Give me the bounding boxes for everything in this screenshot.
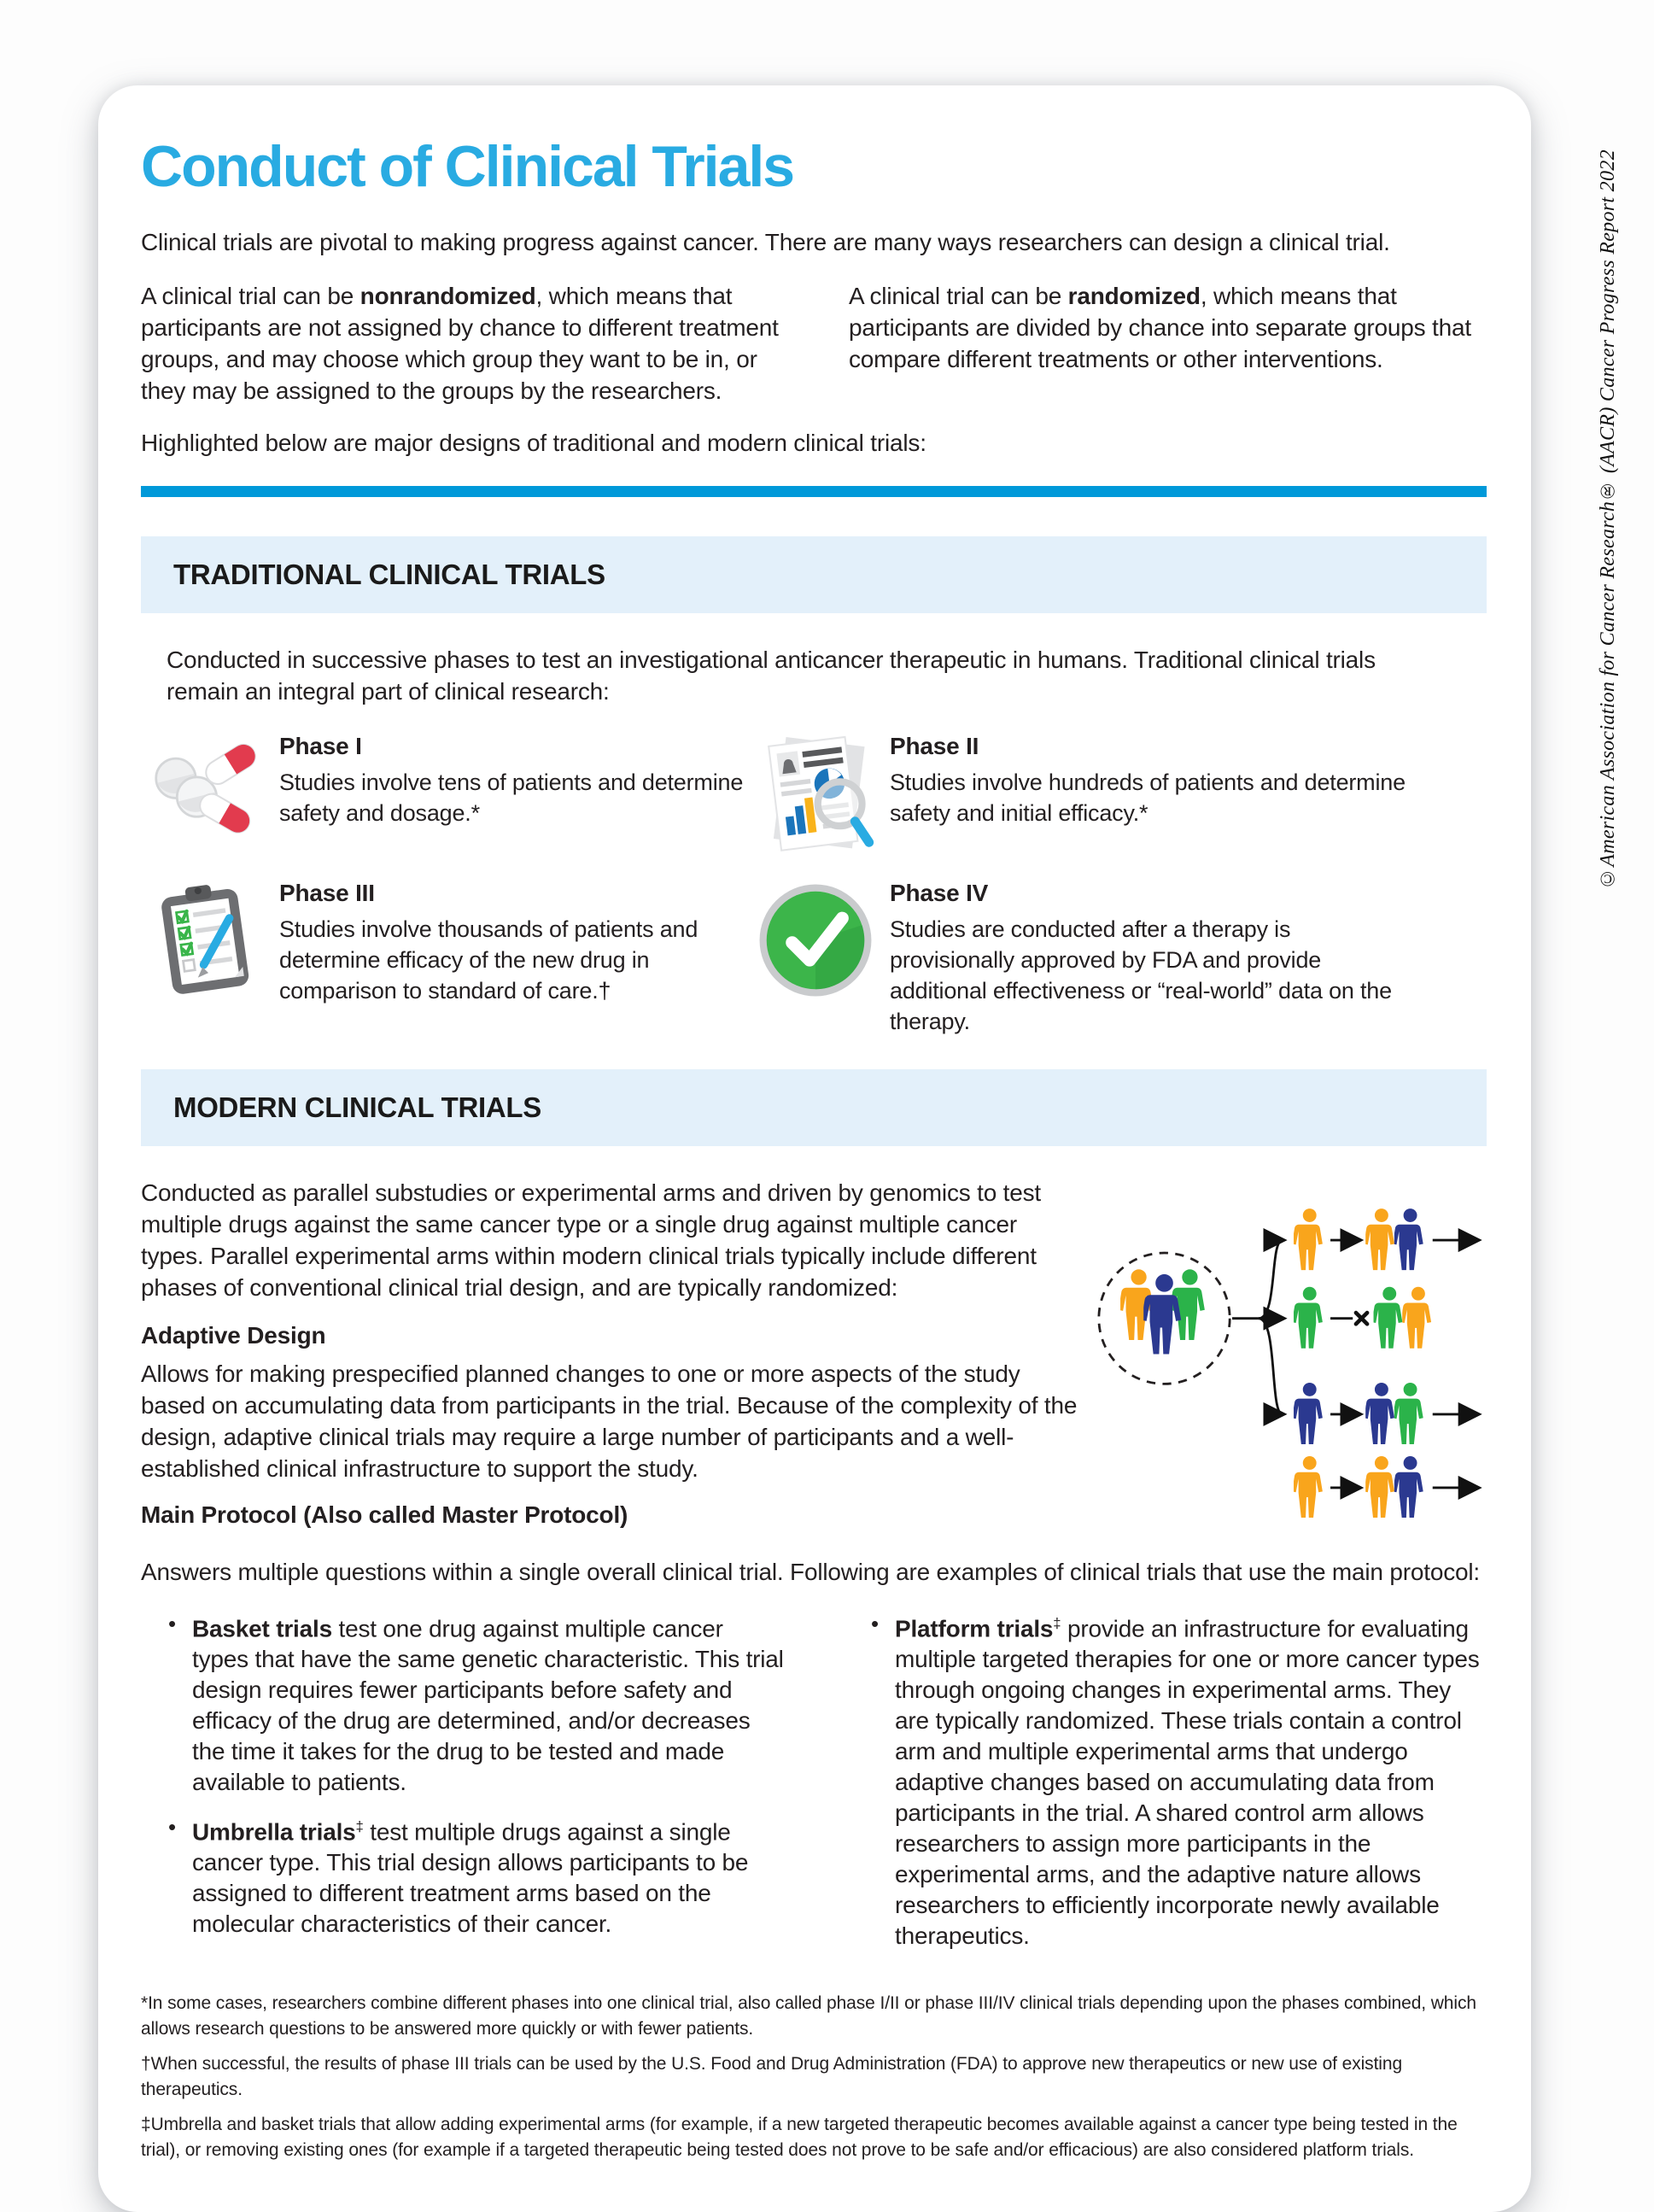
phase-3-name: Phase III	[279, 879, 375, 906]
green-check-icon	[751, 876, 880, 1004]
traditional-heading: TRADITIONAL CLINICAL TRIALS	[173, 558, 605, 590]
footnote-asterisk: *In some cases, researchers combine different phases into one clinical trial, also called phase I/II or phase III/IV clinical trials depending upon the phases combined, which allows research questions to be answered more quickly or with fewer patients.	[141, 1993, 1476, 2039]
phase-1-name: Phase I	[279, 732, 362, 759]
footnote-dagger: †When successful, the results of phase III trials can be used by the U.S. Food and Drug Administration (FDA) to approve new therapeutics or new use of existing therapeutics.	[141, 2054, 1403, 2100]
main-protocol-heading: Main Protocol (Also called Master Protocol)	[141, 1501, 628, 1528]
platform-trials-item: • Platform trials‡ provide an infrastructure for evaluating multiple targeted therapies for one or more cancer types through ongoing changes in experimental arms. They are typically randomized. These trials contain a control arm and multiple experimental arms that undergo adaptive changes based on accumulating data from participants in the trial. A shared control arm allows researchers to assign more participants in the experimental arms, and the adaptive nature allows researchers to efficiently incorporate newly available therapeutics.	[869, 1608, 1487, 1952]
clipboard-checklist-icon	[141, 876, 269, 1004]
intro-paragraph: Clinical trials are pivotal to making progress against cancer. There are many ways researchers can design a clinical trial.	[141, 228, 1390, 255]
phase-2-cell	[751, 729, 1487, 857]
phase-1-text: Studies involve tens of patients and determine safety and dosage.*	[279, 769, 744, 826]
page-card	[98, 85, 1531, 2212]
umbrella-trials-item: • Umbrella trials‡ test multiple drugs against a single cancer type. This trial design allows participants to be assigned to different treatment arms based on the molecular characteristics of their cancer.	[167, 1811, 784, 1940]
footnotes	[141, 1991, 1487, 2163]
modern-banner	[141, 1069, 1487, 1146]
phase-4-name: Phase IV	[890, 879, 989, 906]
diagram-container	[1084, 1177, 1516, 1551]
traditional-banner	[141, 536, 1487, 613]
randomization-flow-diagram	[1084, 1177, 1516, 1551]
phase-1-cell	[141, 729, 751, 857]
page-title: Conduct of Clinical Trials	[141, 134, 794, 199]
randomized-paragraph: A clinical trial can be randomized, which means that participants are divided by chance into separate groups that compare different treatments or other interventions.	[849, 282, 1471, 372]
randomization-columns	[141, 280, 1487, 407]
modern-trials-section	[141, 1069, 1487, 1965]
stopped-arm-x-icon	[1356, 1313, 1367, 1324]
trial-type-bullets	[141, 1608, 1487, 1965]
adaptive-design-text: Allows for making prespecified planned changes to one or more aspects of the study based on accumulating data from participants in the trial. Because of the complexity of the design, adaptive clinical trials may require a large number of participants and a well-established clinical infrastructure to support the study.	[141, 1360, 1078, 1482]
nonrandomized-paragraph: A clinical trial can be nonrandomized, which means that participants are not assigned by chance to different treatment groups, and may choose which group they want to be in, or they may be assigned to the groups by the researchers.	[141, 282, 779, 404]
trial-arm-row-3	[1292, 1383, 1477, 1444]
highlight-line: Highlighted below are major designs of traditional and modern clinical trials:	[141, 429, 926, 456]
trial-arm-row-4	[1292, 1456, 1477, 1518]
phase-4-cell	[751, 876, 1487, 1037]
report-magnifier-icon	[751, 729, 880, 857]
main-protocol-text: Answers multiple questions within a single overall clinical trial. Following are examples of clinical trials that use the main protocol:	[141, 1558, 1480, 1585]
phase-2-text: Studies involve hundreds of patients and determine safety and initial efficacy.*	[890, 769, 1406, 826]
section-divider	[141, 486, 1487, 497]
trial-arm-row-1	[1292, 1208, 1477, 1270]
bullet-column-left	[167, 1608, 784, 1965]
modern-intro: Conducted as parallel substudies or experimental arms and driven by genomics to test multiple drugs against the same cancer type or a single drug against multiple cancer types. Parallel experimental arms within modern clinical trials typically include different phases of conventional clinical trial design, and are typically randomized:	[141, 1179, 1041, 1301]
footnote-double-dagger: ‡Umbrella and basket trials that allow adding experimental arms (for example, if a new targeted therapeutic becomes available against a cancer type being tested in the trial), or removing existing ones (for example if a targeted therapeutic being tested does not prove to be safe and/or efficacious) are also considered platform trials.	[141, 2115, 1458, 2161]
branch-connectors	[1232, 1240, 1283, 1414]
phase-3-cell	[141, 876, 751, 1037]
phase-4-text: Studies are conducted after a therapy is provisionally approved by FDA and provide additional effectiveness or “real-world” data on the therapy.	[890, 916, 1392, 1034]
modern-heading: MODERN CLINICAL TRIALS	[173, 1091, 541, 1123]
phase-grid	[141, 729, 1487, 1037]
trial-arm-row-2	[1292, 1286, 1431, 1348]
basket-trials-item: • Basket trials test one drug against multiple cancer types that have the same genetic characteristic. This trial design requires fewer participants before safety and efficacy of the drug are determined, and/or decreases the time it takes for the drug to be tested and made available to patients.	[167, 1608, 784, 1798]
modern-text-column	[141, 1177, 1084, 1551]
phase-2-name: Phase II	[890, 732, 979, 759]
modern-content-row	[141, 1177, 1487, 1551]
copyright-sidebar: ©American Association for Cancer Research® (AACR) Cancer Progress Report 2022	[1597, 149, 1619, 889]
phase-3-text: Studies involve thousands of patients and determine efficacy of the new drug in comparison to standard of care.†	[279, 916, 698, 1004]
pills-icon	[141, 729, 269, 857]
bullet-column-right	[869, 1608, 1487, 1965]
traditional-intro: Conducted in successive phases to test an investigational anticancer therapeutic in humans. Traditional clinical trials remain an integral part of clinical research:	[167, 646, 1376, 705]
patient-group-circle	[1099, 1253, 1230, 1384]
adaptive-design-heading: Adaptive Design	[141, 1321, 326, 1349]
traditional-trials-section	[141, 536, 1487, 1037]
